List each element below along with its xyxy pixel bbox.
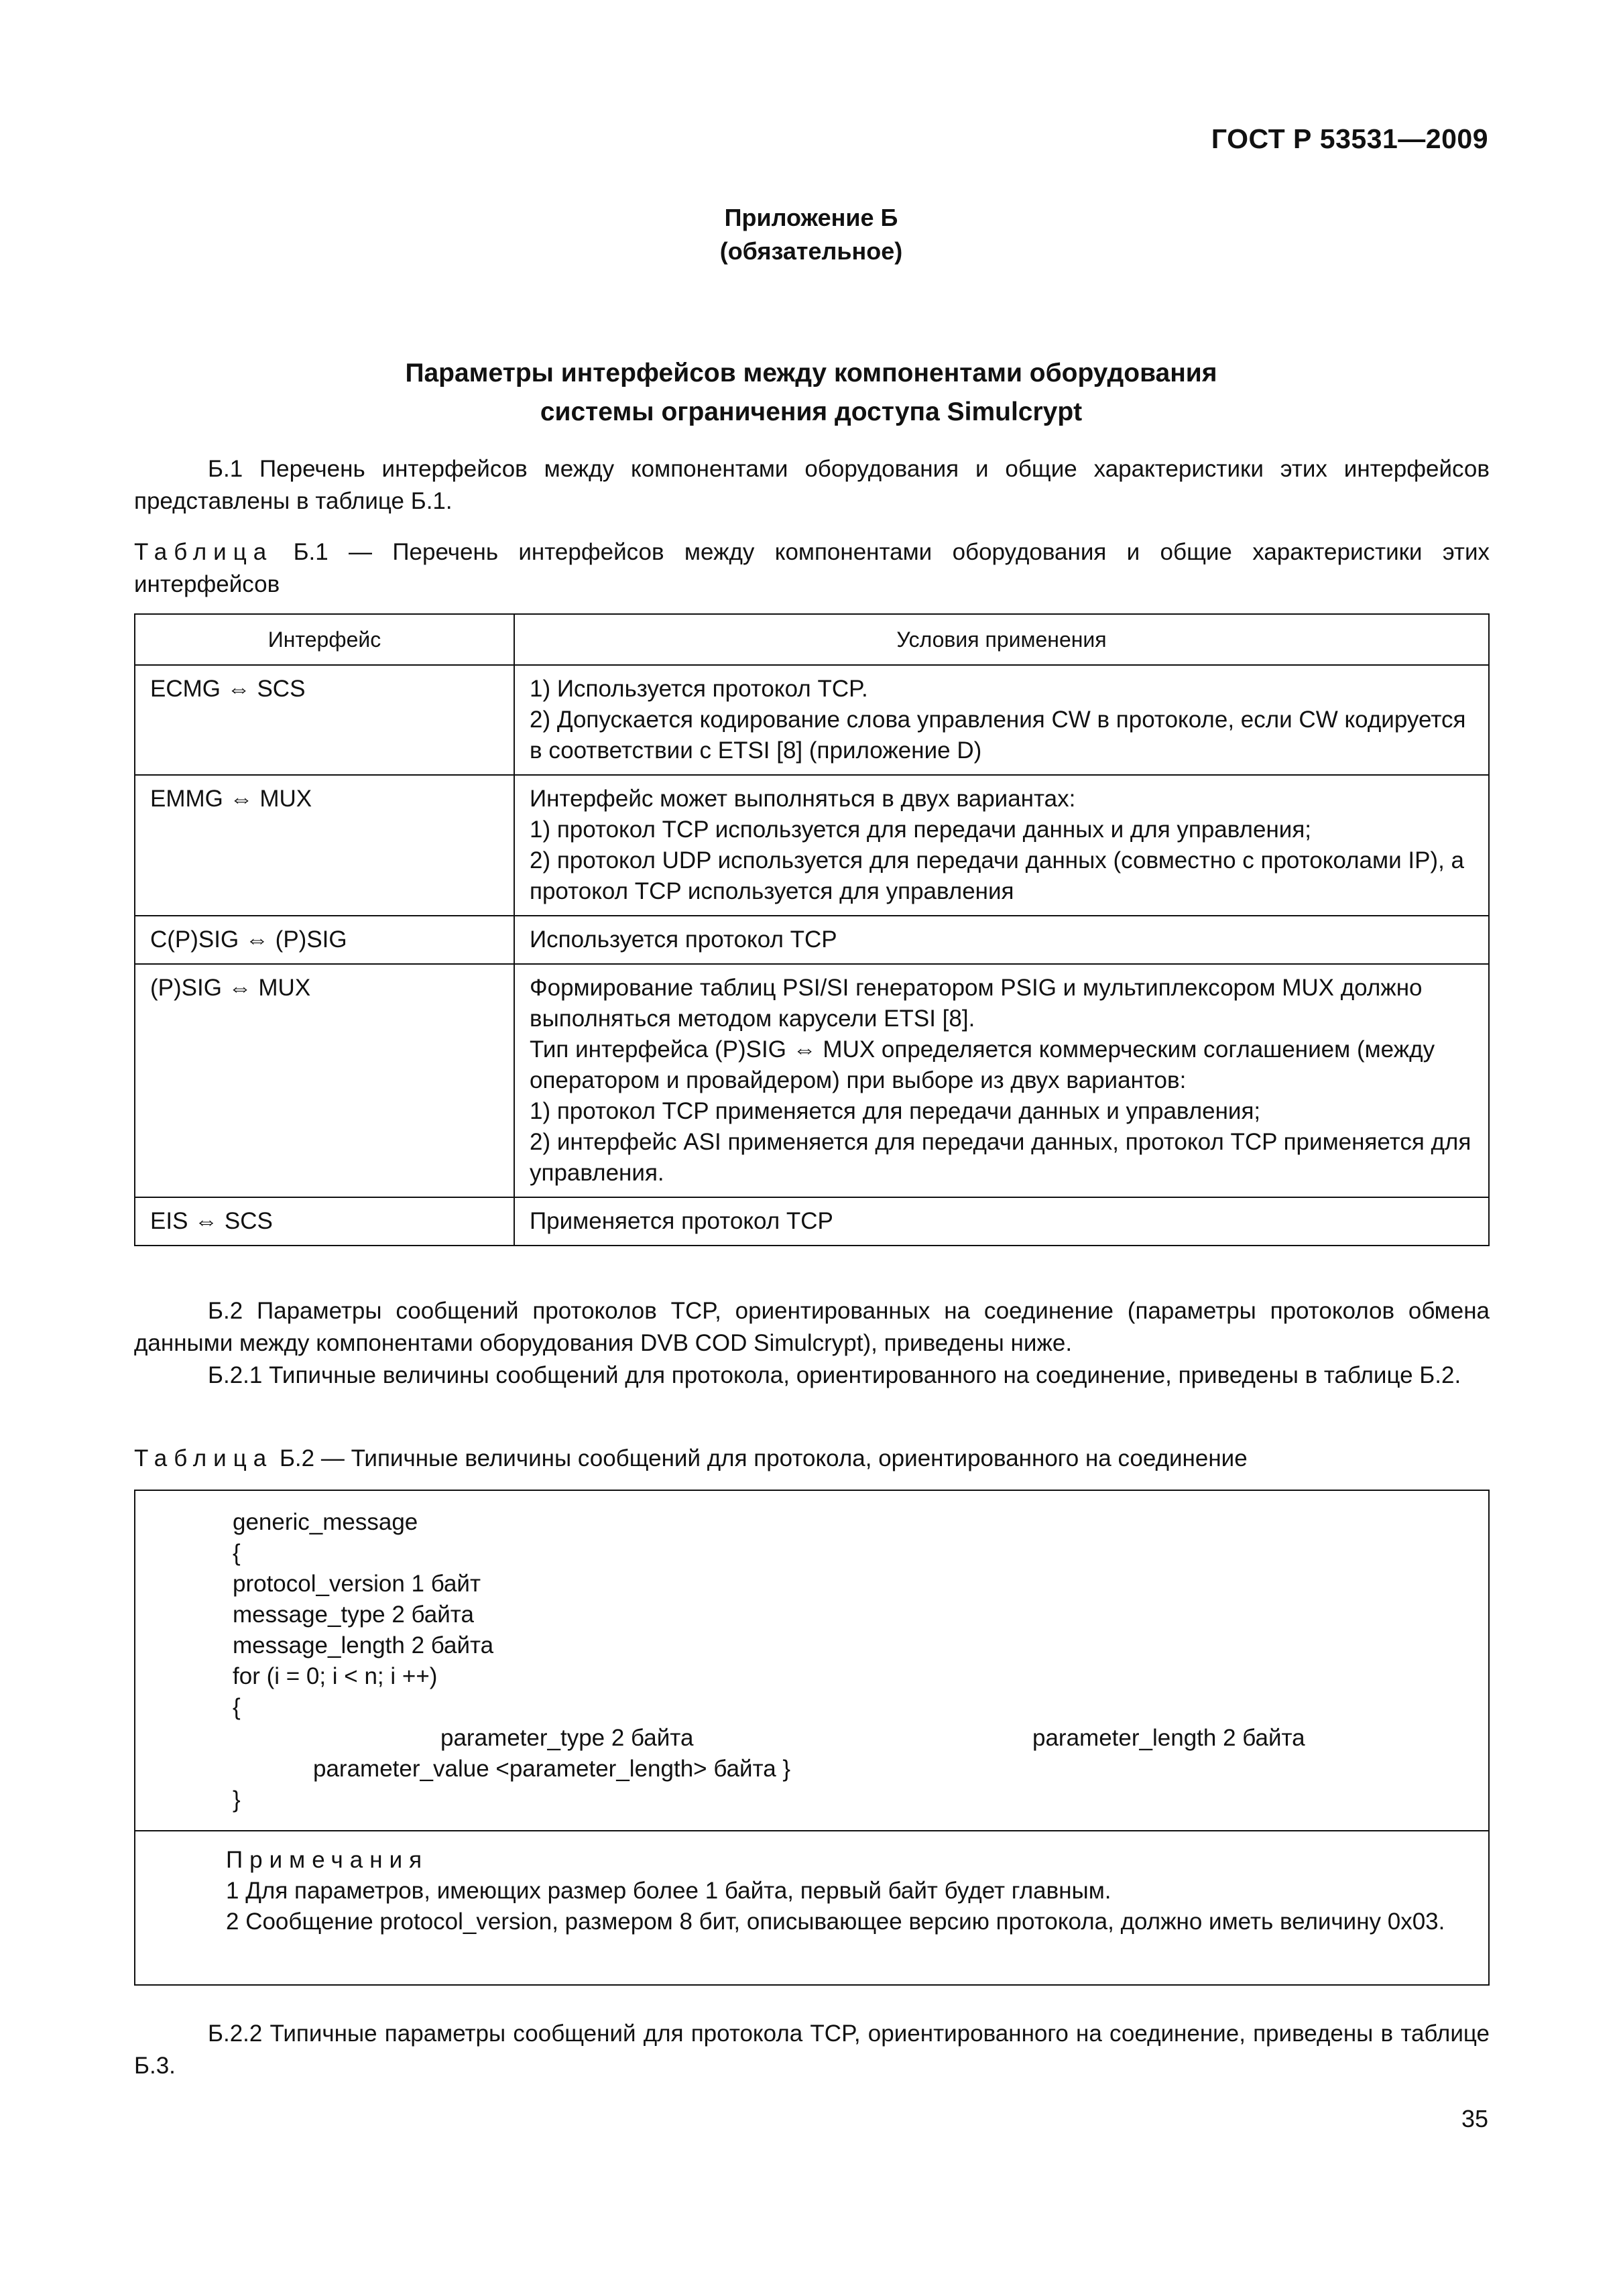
code-line: } — [233, 1787, 241, 1813]
code-line: message_type 2 байта — [233, 1602, 474, 1628]
section-title-line2: системы ограничения доступа Simulcrypt — [540, 398, 1083, 426]
table-row — [135, 1197, 1489, 1246]
appendix-status: (обязательное) — [719, 237, 903, 265]
message-structure-box — [134, 1490, 1490, 1831]
table-row — [135, 775, 1489, 916]
section-title — [134, 354, 1488, 432]
note-1: 1 Для параметров, имеющих размер более 1 байта, первый байт будет главным. — [226, 1878, 1111, 1904]
code-line: for (i = 0; i < n; i ++) — [233, 1663, 438, 1689]
table1-caption-prefix: Таблица — [134, 539, 274, 565]
code-line: { — [233, 1540, 241, 1566]
appendix-heading — [134, 201, 1488, 268]
conditions-cell: Интерфейс может выполняться в двух вариантах: 1) протокол TCP используется для передачи данных и для управления; 2) протокол UDP используется для передачи данных (совместно с протоколами IP), а протокол TCP используется для управления — [514, 775, 1489, 916]
conditions-cell: Формирование таблиц PSI/SI генератором PSIG и мультиплексором MUX должно выполняться методом карусели ETSI [8]. Тип интерфейса (P)SIG ⇔ MUX определяется коммерческим соглашением (между оператором и провайдером) при выборе из двух вариантов: 1) протокол TCP применяется для передачи данных и управления; 2) интерфейс ASI применяется для передачи данных, протокол TCP применяется для управления. — [514, 964, 1489, 1197]
notes-box — [134, 1830, 1490, 1986]
conditions-cell: Применяется протокол TCP — [514, 1197, 1489, 1246]
document-code: ГОСТ Р 53531—2009 — [1211, 123, 1488, 154]
table-row — [135, 964, 1489, 1197]
table2-caption-prefix: Таблица — [134, 1445, 274, 1471]
conditions-cell: 1) Используется протокол TCP. 2) Допускается кодирование слова управления CW в протоколе, если CW кодируется в соответствии с ETSI [8] (приложение D) — [514, 665, 1489, 775]
col-header-interface: Интерфейс — [135, 614, 514, 665]
table2-caption-text: Б.2 — Типичные величины сообщений для протокола, ориентированного на соединение — [273, 1445, 1248, 1471]
interface-cell: ECMG ⇔ SCS — [135, 665, 514, 775]
interface-cell: C(P)SIG ⇔ (P)SIG — [135, 916, 514, 964]
interface-cell: EIS ⇔ SCS — [135, 1197, 514, 1246]
conditions-cell: Используется протокол TCP — [514, 916, 1489, 964]
code-line: protocol_version 1 байт — [233, 1571, 481, 1597]
code-line: parameter_type 2 байта — [440, 1725, 694, 1751]
notes-title: Примечания — [226, 1847, 429, 1873]
interface-cell: (P)SIG ⇔ MUX — [135, 964, 514, 1197]
table1-caption-text: Б.1 — Перечень интерфейсов между компонентами оборудования и общие характеристики этих интерфейсов — [134, 539, 1490, 597]
interfaces-table — [134, 613, 1490, 1246]
section-title-line1: Параметры интерфейсов между компонентами оборудования — [405, 359, 1217, 387]
page-number: 35 — [1461, 2105, 1488, 2132]
table-header-row — [135, 614, 1489, 665]
code-line: { — [233, 1694, 241, 1720]
paragraph-b2: Б.2 Параметры сообщений протоколов TCP, ориентированных на соединение (параметры протоколов обмена данными между компонентами оборудования DVB COD Simulcrypt), приведены ниже. Б.2.1 Типичные величины сообщений для протокола, ориентированного на соединение, приведены в таблице Б.2. — [134, 1295, 1490, 1392]
appendix-label: Приложение Б — [724, 204, 898, 231]
paragraph-b21: Б.2.1 Типичные величины сообщений для протокола, ориентированного на соединение, приведены в таблице Б.2. — [208, 1362, 1461, 1388]
note-2: 2 Сообщение protocol_version, размером 8 бит, описывающее версию протокола, должно иметь величину 0x03. — [226, 1909, 1445, 1935]
code-line: generic_message — [233, 1509, 418, 1535]
table1-caption — [134, 536, 1490, 601]
table-row — [135, 916, 1489, 964]
col-header-conditions: Условия применения — [514, 614, 1489, 665]
table-row — [135, 665, 1489, 775]
paragraph-b1: Б.1 Перечень интерфейсов между компонентами оборудования и общие характеристики этих интерфейсов представлены в таблице Б.1. — [134, 456, 1490, 514]
table2-caption — [134, 1443, 1490, 1475]
code-line: parameter_length 2 байта — [1032, 1725, 1305, 1751]
code-line: parameter_value <parameter_length> байта } — [313, 1756, 791, 1782]
code-line: message_length 2 байта — [233, 1632, 494, 1658]
interface-cell: EMMG ⇔ MUX — [135, 775, 514, 916]
paragraph-b22: Б.2.2 Типичные параметры сообщений для протокола TCP, ориентированного на соединение, приведены в таблице Б.3. — [134, 2020, 1490, 2079]
